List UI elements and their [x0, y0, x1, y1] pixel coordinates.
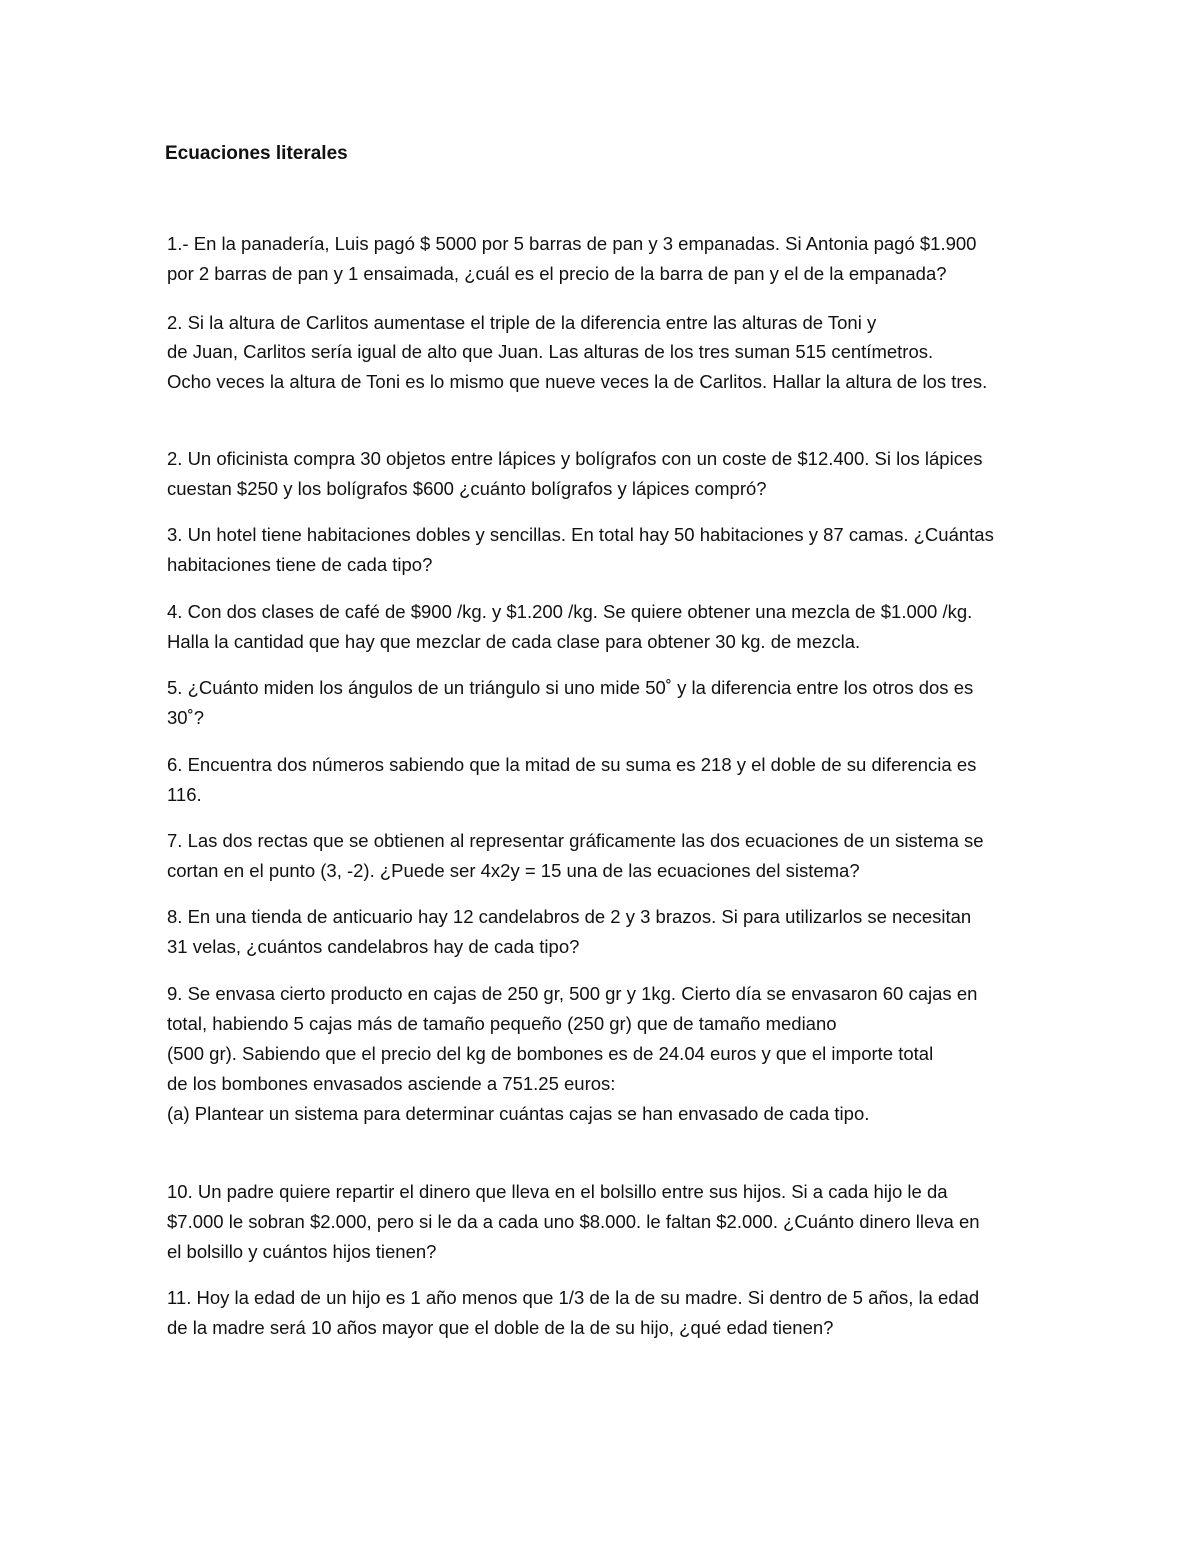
- text-line: 1.- En la panadería, Luis pagó $ 5000 por 5 barras de pan y 3 empanadas. Si Antonia pagó $1.900: [167, 233, 977, 254]
- text-line: de Juan, Carlitos sería igual de alto que Juan. Las alturas de los tres suman 515 centímetros.: [167, 341, 934, 362]
- text-line: Halla la cantidad que hay que mezclar de cada clase para obtener 30 kg. de mezcla.: [167, 631, 861, 652]
- text-line: cuestan $250 y los bolígrafos $600 ¿cuánto bolígrafos y lápices compró?: [167, 478, 767, 499]
- text-line: 2. Un oficinista compra 30 objetos entre lápices y bolígrafos con un coste de $12.400. Si los lápices: [167, 448, 983, 469]
- text-line: el bolsillo y cuántos hijos tienen?: [167, 1241, 437, 1262]
- text-line: 11. Hoy la edad de un hijo es 1 año menos que 1/3 de la de su madre. Si dentro de 5 años, la edad: [167, 1287, 980, 1308]
- text-line: Ocho veces la altura de Toni es lo mismo que nueve veces la de Carlitos. Hallar la altura de los tres.: [167, 371, 988, 392]
- text-line: (a) Plantear un sistema para determinar cuántas cajas se han envasado de cada tipo.: [167, 1103, 870, 1124]
- text-line: 3. Un hotel tiene habitaciones dobles y sencillas. En total hay 50 habitaciones y 87 camas. ¿Cuántas: [167, 524, 994, 545]
- text-line: 10. Un padre quiere repartir el dinero que lleva en el bolsillo entre sus hijos. Si a cada hijo le da: [167, 1181, 948, 1202]
- text-line: por 2 barras de pan y 1 ensaimada, ¿cuál es el precio de la barra de pan y el de la empanada?: [167, 263, 947, 284]
- text-line: 31 velas, ¿cuántos candelabros hay de cada tipo?: [167, 936, 580, 957]
- text-line: habitaciones tiene de cada tipo?: [167, 554, 433, 575]
- text-line: 2. Si la altura de Carlitos aumentase el triple de la diferencia entre las alturas de Toni y: [167, 312, 877, 333]
- text-line: 30˚?: [167, 707, 205, 728]
- text-line: (500 gr). Sabiendo que el precio del kg de bombones es de 24.04 euros y que el importe total: [167, 1043, 934, 1064]
- text-line: 7. Las dos rectas que se obtienen al representar gráficamente las dos ecuaciones de un sistema se: [167, 830, 984, 851]
- text-line: de la madre será 10 años mayor que el doble de la de su hijo, ¿qué edad tienen?: [167, 1317, 834, 1338]
- text-line: $7.000 le sobran $2.000, pero si le da a cada uno $8.000. le faltan $2.000. ¿Cuánto dinero lleva en: [167, 1211, 980, 1232]
- text-line: 8. En una tienda de anticuario hay 12 candelabros de 2 y 3 brazos. Si para utilizarlos se necesitan: [167, 906, 972, 927]
- document-title: Ecuaciones literales: [165, 143, 348, 164]
- text-line: 6. Encuentra dos números sabiendo que la mitad de su suma es 218 y el doble de su diferencia es: [167, 754, 977, 775]
- text-line: total, habiendo 5 cajas más de tamaño pequeño (250 gr) que de tamaño mediano: [167, 1013, 837, 1034]
- text-line: de los bombones envasados asciende a 751.25 euros:: [167, 1073, 616, 1094]
- text-line: 9. Se envasa cierto producto en cajas de 250 gr, 500 gr y 1kg. Cierto día se envasaron 60 cajas en: [167, 983, 978, 1004]
- text-line: 116.: [167, 784, 202, 805]
- text-line: cortan en el punto (3, -2). ¿Puede ser 4x2y = 15 una de las ecuaciones del sistema?: [167, 860, 860, 881]
- text-line: 4. Con dos clases de café de $900 /kg. y $1.200 /kg. Se quiere obtener una mezcla de $1.000 /kg.: [167, 601, 973, 622]
- text-line: 5. ¿Cuánto miden los ángulos de un triángulo si uno mide 50˚ y la diferencia entre los otros dos es: [167, 677, 974, 698]
